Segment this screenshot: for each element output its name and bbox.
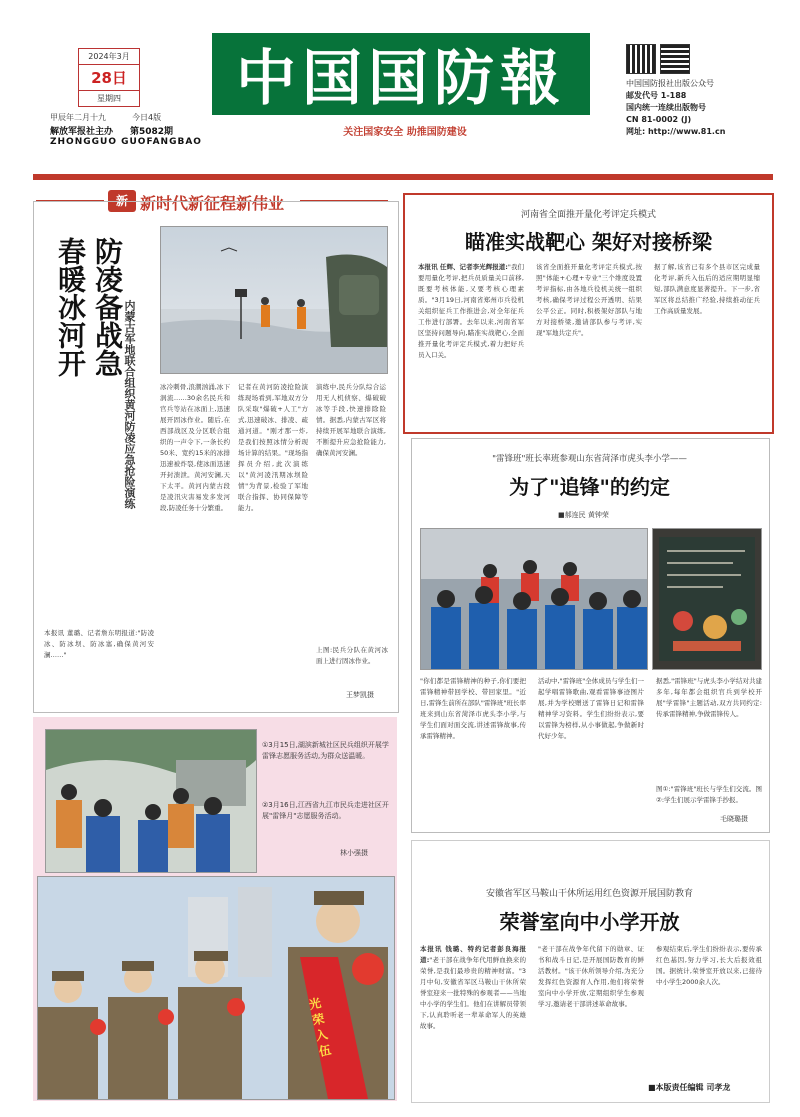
story4-byline: 本报讯 钱璐、特约记者彭良海报道: xyxy=(420,945,526,964)
story1-byline: 本报讯 董璐、记者詹东明报道:"防凌冰、防冰坝、防冰塞,确保黄河安澜……" xyxy=(44,629,154,659)
date-day: 28日 xyxy=(91,69,127,87)
headline-story1 xyxy=(52,237,126,627)
story3-body xyxy=(420,676,762,824)
kicker-story3: "雷锋班"班长率班参观山东省菏泽市虎头李小学—— xyxy=(492,454,687,464)
body-text: "老干部在战争年代用鲜血换来的荣誉,是我们最珍贵的精神财富。"3月中旬,安徽省军区马鞍山干休所荣誉室迎来一批特殊的参观者——当地中小学的学生们。他们在讲解员带领下,认真聆听老一辈革命军人的英雄故事。 xyxy=(420,956,526,1030)
photo-enlistment xyxy=(37,876,395,1100)
story1-body xyxy=(160,382,388,682)
headline-story4: 荣誉室向中小学开放 xyxy=(499,910,680,934)
postal-code: 邮发代号 1-188 xyxy=(626,91,687,100)
sash-text: 光荣入伍 xyxy=(307,995,333,1059)
issue-number: 第5082期 xyxy=(130,127,174,137)
page-editor: ■本版责任编辑 司孝龙 xyxy=(648,1083,731,1092)
masthead-info xyxy=(626,78,746,138)
kicker-story4: 安徽省军区马鞍山干休所运用红色资源开展国防教育 xyxy=(485,889,693,899)
photo-credit: 林小强摄 xyxy=(340,849,368,857)
date-weekday: 星期四 xyxy=(79,90,139,106)
section-logo-icon: 新 xyxy=(108,190,136,212)
body-column xyxy=(418,262,524,422)
section-banner: 新时代新征程新伟业 xyxy=(140,194,285,213)
story1-endnote: 上图:民兵分队在黄河冰面上进行固冰作业。 xyxy=(316,646,388,665)
photo-blackboard xyxy=(652,528,762,670)
body-column: 记者在黄河防凌抢险演练现场看到,军地双方分队采取"爆破+人工"方式,迅速破冰、排凌、疏通河道。"刚才那一炸,是我们按照冰情分析现场计算的结果。"现场指挥员介绍,此次演练以"黄河凌汛期冰坝险情"为背景,检验了军地联合指挥、协同保障等能力。 xyxy=(238,383,308,512)
headline-line: 防凌备战急 xyxy=(91,237,124,377)
slogan: 关注国家安全 助推国防建设 xyxy=(343,127,467,138)
lunar-date: 甲辰年二月十九 xyxy=(50,113,106,122)
photo-volunteers xyxy=(45,729,257,873)
body-column: 据了解,该省已有多个县市区完成量化考评,新兵入伍后的适应期明显缩短,部队满意度显著提升。下一步,省军区将总结推广经验,持续推动征兵工作高质量发展。 xyxy=(654,263,760,315)
body-column: "老干部在战争年代留下的勋章、证书和战斗日记,是开展国防教育的鲜活教材。"该干休所领导介绍,为充分发挥红色资源育人作用,他们将荣誉室向中小学开放,定期组织学生参观学习,邀请老干部讲述革命故事。 xyxy=(538,945,644,1008)
subheadline-story1: 内蒙古军地联合组织黄河防凌应急抢险演练 xyxy=(123,300,136,509)
body-text: "我们要用量化考评,把兵员质量关口前移,既要考核体能,又要考核心理素质。"3月19日,河南省郑州市兵役机关组织征兵工作推进会,对全年征兵工作进行部署。去年以来,河南省军区坚持问题导向,瞄准实战靶心,全面推开量化考评定兵模式,着力把好兵员入口关。 xyxy=(418,263,524,359)
story2-byline: 本报讯 任辉、记者李光辉报道: xyxy=(418,263,508,271)
date-box xyxy=(78,48,140,107)
serial-label: 国内统一连续出版物号 xyxy=(626,103,706,112)
serial-number: CN 81-0002 (J) xyxy=(626,115,692,124)
headline-story3: 为了"追锋"的约定 xyxy=(509,475,670,499)
photo-students xyxy=(420,528,648,670)
body-column: 活动中,"雷锋班"全体成员与学生们一起学唱雷锋歌曲,观看雷锋事迹图片展,并为学校赠送了雷锋日记和雷锋精神学习资料。学生们纷纷表示,要以雷锋为榜样,从小事做起,争做新时代好少年。 xyxy=(538,677,644,740)
qr-code-icon xyxy=(626,44,656,74)
qr-code-icon xyxy=(660,44,690,74)
headline-line: 春暖冰河开 xyxy=(54,237,87,377)
story3-byline: ■郝连民 黄钟荣 xyxy=(558,511,609,519)
photo-caption: ①3月15日,湖滨新城社区民兵组织开展学雷锋志愿服务活动,为群众送温暖。 xyxy=(262,741,389,760)
page-count: 今日4版 xyxy=(132,113,162,122)
body-column: "你们都是雷锋精神的种子,你们要把雷锋精神带回学校、带回家里。"近日,雷锋生前所在部队"雷锋班"班长率班来到山东省菏泽市虎头李小学,与学生们面对面交流,讲述雷锋故事,传承雷锋精神。 xyxy=(420,677,526,740)
body-column: 冰冷刺骨,浪潮汹涌,冰下涡流……30余名民兵和官兵等站在冰面上,迅速展开固冰作业。随后,在西部战区及分区联合组织的一声令下,一条长约50米、宽约15米的冰排迅速被炸裂,使冰面迅速开封溃泄。黄河安澜,天下太平。黄河内蒙古段是凌汛灾害易发多发河段,防凌任务十分繁重。 xyxy=(160,383,230,512)
photo-caption: 图①:"雷锋班"班长与学生们交流。图②:学生们展示学雷锋手抄报。 xyxy=(656,785,762,804)
body-column xyxy=(420,944,526,1074)
body-column: 该省全面推开量化考评定兵模式,按照"体能+心理+专业"三个维度设置考评指标,由各地兵役机关统一组织考核,确保考评过程公开透明、结果公平公正。同时,积极架好部队与地方对接桥梁,邀请部队参与考评,实现"军地共定兵"。 xyxy=(536,263,642,337)
website-link[interactable]: 网址: http://www.81.cn xyxy=(626,127,726,136)
date-year-month: 2024年3月 xyxy=(79,49,139,65)
body-column: 演练中,民兵分队综合运用无人机侦察、爆破破冰等手段,快速排除险情。据悉,内蒙古军区将持续开展军地联合演练,不断提升应急抢险能力,确保黄河安澜。 xyxy=(316,383,386,457)
story4-body xyxy=(420,944,762,1076)
photo-credit: 毛晓璐摄 xyxy=(720,815,748,823)
headline-story2: 瞄准实战靶心 架好对接桥梁 xyxy=(465,230,712,254)
photo-credit: 王梦凯摄 xyxy=(346,691,374,699)
masthead-divider xyxy=(33,174,773,180)
publisher-account: 中国国防报社出版公众号 xyxy=(626,79,714,88)
pinyin-title: ZHONGGUO GUOFANGBAO xyxy=(50,137,202,147)
body-column: 参观结束后,学生们纷纷表示,要传承红色基因,努力学习,长大后报效祖国。据统计,荣誉室开放以来,已接待中小学生2000余人次。 xyxy=(656,945,762,986)
kicker-story2: 河南省全面推开量化考评定兵模式 xyxy=(520,210,656,220)
photo-ice-drill xyxy=(160,226,388,374)
story2-body xyxy=(418,262,762,422)
publisher: 解放军报社主办 xyxy=(50,127,114,137)
body-column: 据悉,"雷锋班"与虎头李小学结对共建多年,每年都会组织官兵到学校开展"学雷锋"主题活动,双方共同约定:传承雷锋精神,争做雷锋传人。 xyxy=(656,677,762,718)
photo-caption: ②3月16日,江西省九江市民兵走进社区开展"雷锋月"志愿服务活动。 xyxy=(262,801,389,820)
newspaper-title: 中国国防報 xyxy=(212,33,590,115)
